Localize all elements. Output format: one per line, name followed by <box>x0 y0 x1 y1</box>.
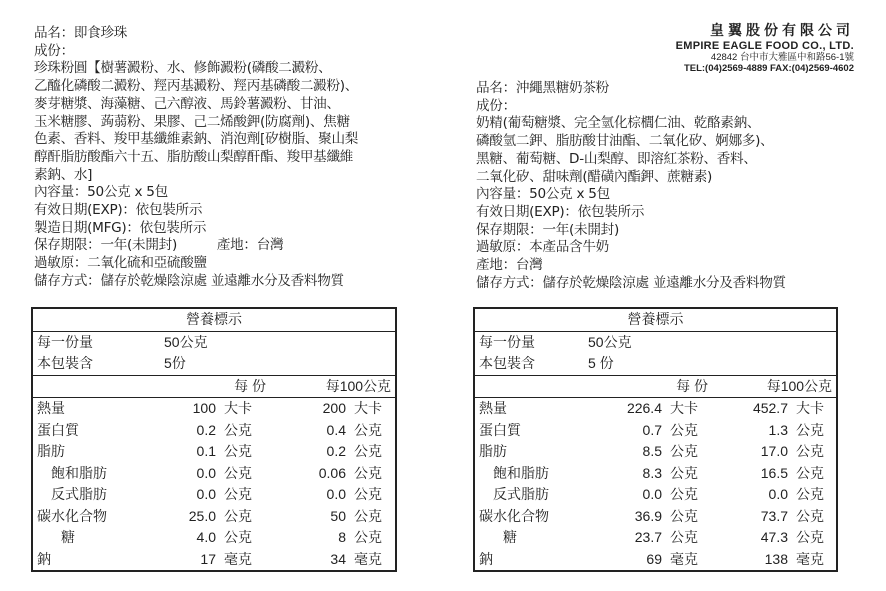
info-line: 儲存方式：儲存於乾燥陰涼處 並遠離水分及香料物質 <box>476 274 786 291</box>
per-100-value: 452.7 <box>752 400 788 417</box>
info-line: 麥芽糖漿、海藻糖、己六醇液、馬鈴薯澱粉、甘油、 <box>34 95 340 112</box>
per-100-unit: 公克 <box>354 507 382 524</box>
info-line: 成份： <box>476 97 516 114</box>
nutrient-name: 鈉 <box>37 550 51 567</box>
pack-label: 本包裝含 <box>479 355 535 372</box>
per-serving-unit: 大卡 <box>224 400 252 417</box>
per-100-unit: 公克 <box>354 443 382 460</box>
table-row <box>32 506 396 528</box>
table-row <box>32 527 396 549</box>
pack-row <box>32 353 396 375</box>
per-serving-value: 8.3 <box>642 464 662 481</box>
nutrient-name: 糖 <box>503 529 517 546</box>
col-per-serving: 每 份 <box>160 375 270 398</box>
header-spacer <box>32 375 160 398</box>
per-serving-value: 36.9 <box>634 507 662 524</box>
info-line: 產地：台灣 <box>476 257 543 274</box>
per-serving-unit: 公克 <box>670 486 698 503</box>
per-serving-unit: 公克 <box>224 421 252 438</box>
info-line: 素鈉、水] <box>34 166 93 183</box>
table-row <box>474 398 837 420</box>
nutrient-name: 飽和脂肪 <box>51 464 107 481</box>
per-100-value: 138 <box>764 550 788 567</box>
serving-label: 每一份量 <box>479 333 535 350</box>
serving-value: 50公克 <box>588 333 632 350</box>
column-header-row <box>474 375 837 398</box>
info-line: 儲存方式：儲存於乾燥陰涼處 並遠離水分及香料物質 <box>34 272 344 289</box>
table-row <box>32 420 396 442</box>
per-100-value: 16.5 <box>760 464 788 481</box>
serving-row <box>474 331 837 353</box>
right-nutrition-table <box>473 307 838 572</box>
info-line: 過敏原：本產品含牛奶 <box>476 239 609 256</box>
info-line: 過敏原：二氧化硫和亞硫酸鹽 <box>34 255 207 272</box>
info-line: 品名：即食珍珠 <box>34 25 128 41</box>
per-serving-value: 0.7 <box>642 421 662 438</box>
info-line: 保存期限：一年(未開封) <box>476 221 619 238</box>
info-line: 色素、香料、羧甲基纖維素鈉、消泡劑[矽樹脂、聚山梨 <box>34 131 359 148</box>
per-serving-unit: 公克 <box>670 507 698 524</box>
per-serving-value: 25.0 <box>188 507 216 524</box>
info-line: 保存期限：一年(未開封) 產地：台灣 <box>34 237 284 254</box>
nutrient-name: 熱量 <box>37 400 65 417</box>
nutrient-name: 蛋白質 <box>37 421 79 438</box>
info-line: 成份： <box>34 42 74 59</box>
table-title-row <box>474 308 837 331</box>
table-title-row <box>32 308 396 331</box>
per-100-unit: 公克 <box>796 529 824 546</box>
per-100-value: 200 <box>322 400 346 417</box>
per-100-unit: 公克 <box>796 507 824 524</box>
per-100-value: 73.7 <box>760 507 788 524</box>
per-serving-value: 0.1 <box>196 443 216 460</box>
table-row <box>474 463 837 485</box>
left-product-info <box>34 25 358 291</box>
nutrient-name: 碳水化合物 <box>479 507 549 524</box>
per-serving-unit: 公克 <box>670 529 698 546</box>
info-line: 製造日期(MFG)：依包裝所示 <box>34 219 207 236</box>
table-row <box>474 484 837 506</box>
info-line: 乙醯化磷酸二澱粉、羥丙基澱粉、羥丙基磷酸二澱粉)、 <box>34 78 359 95</box>
table-row <box>32 463 396 485</box>
per-100-value: 1.3 <box>768 421 788 438</box>
per-100-value: 0.0 <box>326 486 346 503</box>
table-title: 營養標示 <box>474 308 837 331</box>
left-nutrition-table <box>31 307 397 572</box>
table-row <box>32 484 396 506</box>
table-row <box>32 441 396 463</box>
nutrient-name: 反式脂肪 <box>493 486 549 503</box>
per-100-unit: 公克 <box>354 464 382 481</box>
per-serving-unit: 公克 <box>224 529 252 546</box>
left-nutrition-body <box>32 308 396 571</box>
per-100-unit: 公克 <box>354 486 382 503</box>
pack-value: 5份 <box>164 355 186 372</box>
table-title: 營養標示 <box>32 308 396 331</box>
nutrient-name: 脂肪 <box>37 443 65 460</box>
info-line: 內容量：50公克 x 5包 <box>476 186 610 203</box>
nutrient-name: 熱量 <box>479 400 507 417</box>
header-spacer <box>474 375 584 398</box>
per-100-unit: 毫克 <box>354 550 382 567</box>
info-line: 醇酐脂肪酸酯六十五、脂肪酸山梨醇酐酯、羧甲基纖維 <box>34 148 354 165</box>
per-serving-unit: 大卡 <box>670 400 698 417</box>
per-serving-unit: 公克 <box>670 464 698 481</box>
per-100-value: 50 <box>330 507 346 524</box>
per-100-value: 0.0 <box>768 486 788 503</box>
per-100-unit: 公克 <box>354 529 382 546</box>
col-per-100: 每100公克 <box>270 375 396 398</box>
per-serving-value: 100 <box>192 400 216 417</box>
company-name-cn: 皇翼股份有限公司 <box>710 23 854 39</box>
per-100-value: 8 <box>338 529 346 546</box>
right-product-info <box>476 80 786 292</box>
company-name-en: EMPIRE EAGLE FOOD CO., LTD. <box>675 40 854 52</box>
per-serving-value: 69 <box>646 550 662 567</box>
per-serving-unit: 毫克 <box>224 550 252 567</box>
per-serving-value: 0.0 <box>642 486 662 503</box>
company-header <box>676 20 854 74</box>
per-serving-value: 0.0 <box>196 464 216 481</box>
per-serving-unit: 公克 <box>670 421 698 438</box>
col-per-100: 每100公克 <box>712 375 837 398</box>
pack-value: 5 份 <box>588 355 614 372</box>
col-per-serving: 每 份 <box>584 375 712 398</box>
per-100-value: 34 <box>330 550 346 567</box>
table-row <box>474 441 837 463</box>
nutrient-name: 碳水化合物 <box>37 507 107 524</box>
per-100-unit: 毫克 <box>796 550 824 567</box>
nutrient-name: 反式脂肪 <box>51 486 107 503</box>
per-100-unit: 公克 <box>796 443 824 460</box>
nutrient-name: 鈉 <box>479 550 493 567</box>
info-line: 玉米糖膠、蒟蒻粉、果膠、己二烯酸鉀(防腐劑)、焦糖 <box>34 113 350 130</box>
table-row <box>474 549 837 572</box>
table-row <box>474 420 837 442</box>
per-100-unit: 大卡 <box>796 400 824 417</box>
info-line: 有效日期(EXP)：依包裝所示 <box>476 203 645 220</box>
table-row <box>474 506 837 528</box>
per-100-unit: 公克 <box>796 464 824 481</box>
info-line: 有效日期(EXP)：依包裝所示 <box>34 202 203 219</box>
info-line: 奶精(葡萄糖漿、完全氫化棕櫚仁油、乾酪素鈉、 <box>476 115 761 132</box>
table-row <box>474 527 837 549</box>
per-100-unit: 大卡 <box>354 400 382 417</box>
per-100-value: 0.4 <box>326 421 346 438</box>
column-header-row <box>32 375 396 398</box>
info-line: 內容量：50公克 x 5包 <box>34 184 168 201</box>
per-100-value: 17.0 <box>760 443 788 460</box>
info-line: 磷酸氫二鉀、脂肪酸甘油酯、二氧化矽、婀娜多)、 <box>476 133 774 150</box>
serving-value: 50公克 <box>164 333 208 350</box>
per-100-unit: 公克 <box>354 421 382 438</box>
per-serving-value: 226.4 <box>626 400 662 417</box>
per-100-unit: 公克 <box>796 486 824 503</box>
per-serving-unit: 公克 <box>224 443 252 460</box>
per-serving-unit: 毫克 <box>670 550 698 567</box>
nutrient-name: 糖 <box>61 529 75 546</box>
per-serving-value: 4.0 <box>196 529 216 546</box>
info-line: 黑糖、葡萄糖、D-山梨醇、即溶紅茶粉、香料、 <box>476 150 757 167</box>
nutrient-name: 飽和脂肪 <box>493 464 549 481</box>
info-line: 二氧化矽、甜味劑(醋磺內酯鉀、蔗糖素) <box>476 168 712 185</box>
per-100-unit: 公克 <box>796 421 824 438</box>
serving-label: 每一份量 <box>37 333 93 350</box>
per-100-value: 0.2 <box>326 443 346 460</box>
nutrient-name: 脂肪 <box>479 443 507 460</box>
per-serving-unit: 公克 <box>670 443 698 460</box>
serving-row <box>32 331 396 353</box>
per-serving-value: 23.7 <box>634 529 662 546</box>
per-serving-value: 0.0 <box>196 486 216 503</box>
per-serving-unit: 公克 <box>224 486 252 503</box>
per-serving-unit: 公克 <box>224 507 252 524</box>
per-serving-unit: 公克 <box>224 464 252 481</box>
company-tel-fax: TEL:(04)2569-4889 FAX:(04)2569-4602 <box>683 63 854 74</box>
per-100-value: 0.06 <box>318 464 346 481</box>
per-100-value: 47.3 <box>760 529 788 546</box>
per-serving-value: 17 <box>200 550 216 567</box>
per-serving-value: 8.5 <box>642 443 662 460</box>
info-line: 品名：沖繩黑糖奶茶粉 <box>476 80 609 96</box>
pack-row <box>474 353 837 375</box>
table-row <box>32 549 396 572</box>
per-serving-value: 0.2 <box>196 421 216 438</box>
nutrient-name: 蛋白質 <box>479 421 521 438</box>
company-address: 42842 台中市大雅區中和路56-1號 <box>710 52 854 63</box>
info-line: 珍珠粉圓【樹薯澱粉、水、修飾澱粉(磷酸二澱粉、 <box>34 60 332 77</box>
right-nutrition-body <box>474 308 837 571</box>
pack-label: 本包裝含 <box>37 355 93 372</box>
table-row <box>32 398 396 420</box>
